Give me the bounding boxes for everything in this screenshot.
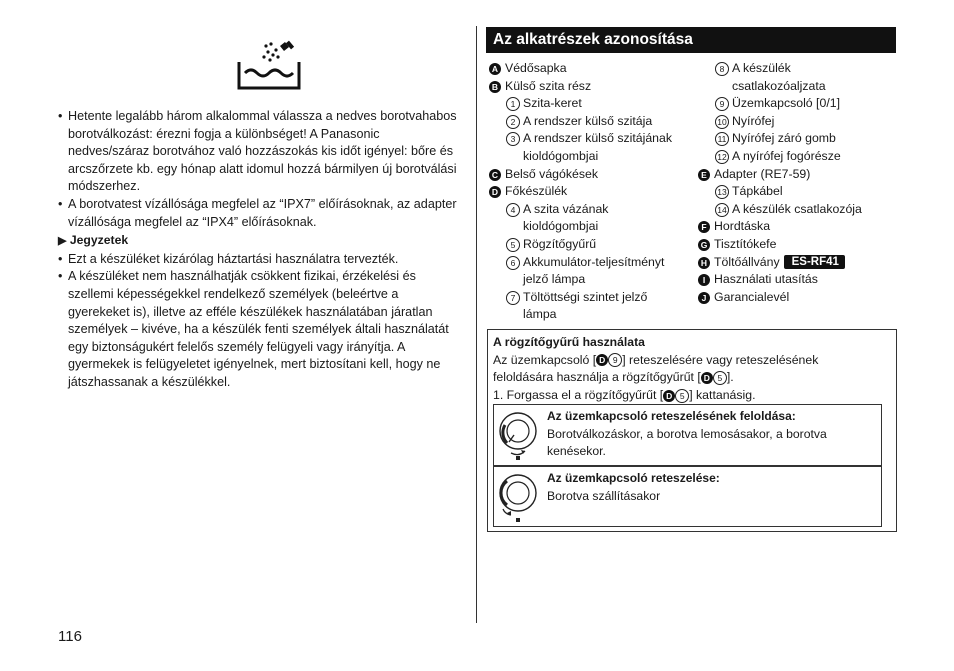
part-number-marker: 9 xyxy=(715,97,729,111)
model-badge: ES-RF41 xyxy=(784,255,845,269)
part-number-marker: 9 xyxy=(608,353,622,367)
part-number-marker: 5 xyxy=(675,389,689,403)
part-item xyxy=(487,166,702,184)
part-label: Belső vágókések xyxy=(505,166,598,181)
part-subitem xyxy=(696,148,896,166)
part-number-marker: 2 xyxy=(506,115,520,129)
part-number-marker: 1 xyxy=(506,97,520,111)
part-label: A szita vázának xyxy=(523,201,609,216)
notes-list xyxy=(58,251,458,392)
part-number-marker: 5 xyxy=(506,238,520,252)
part-item xyxy=(487,60,702,78)
text-segment: 1. Forgassa el a rögzítőgyűrűt [ xyxy=(493,387,664,402)
notes-bullet: • Ezt a készüléket kizárólag háztartási használatra tervezték. xyxy=(58,251,458,269)
part-label: Védősapka xyxy=(505,61,567,75)
part-subitem xyxy=(696,201,896,219)
part-label: Szita-keret xyxy=(523,96,582,111)
left-column xyxy=(58,108,458,392)
lock-box xyxy=(493,466,882,527)
lock-ring-line1 xyxy=(493,352,891,370)
part-letter-marker: G xyxy=(698,239,710,251)
part-label: Töltöttségi szintet jelző xyxy=(523,289,648,304)
part-label: Garancialevél xyxy=(714,289,790,304)
part-label: csatlakozóaljzata xyxy=(732,78,826,93)
part-label: Rögzítőgyűrű xyxy=(523,236,597,251)
part-number-marker: 7 xyxy=(506,291,520,305)
parts-list-col1 xyxy=(487,60,702,324)
part-letter-marker: J xyxy=(698,292,710,304)
part-letter-marker: D xyxy=(489,186,501,198)
wet-shave-icon xyxy=(236,40,302,92)
part-number-marker: 14 xyxy=(715,203,729,217)
notes-heading xyxy=(58,232,458,251)
intro-bullet: • Hetente legalább három alkalommal válassza a nedves borotvahabos borotválkozást: érezni fogja a különbséget! A Panasonic nedves/száraz borotvához való hozzászokás kis időt igényel: bőre és arcszőrzete kb. egy hónap alatt idomul hozzá bármilyen új borotválási módszerhez. xyxy=(58,108,458,196)
part-label: Nyírófej záró gomb xyxy=(732,131,836,146)
part-label: Használati utasítás xyxy=(714,272,818,287)
part-number-marker: 12 xyxy=(715,150,729,164)
part-subitem xyxy=(487,289,702,307)
part-letter-marker: F xyxy=(698,221,710,233)
part-number-marker: 13 xyxy=(715,185,729,199)
part-label: A nyírófej fogórésze xyxy=(732,148,841,163)
part-label: A készülék csatlakozója xyxy=(732,201,862,216)
unlock-title: Az üzemkapcsoló reteszelésének feloldása: xyxy=(547,409,796,423)
parts-list-col2 xyxy=(696,60,896,306)
part-subitem xyxy=(487,254,702,272)
part-label: kioldógombjai xyxy=(523,219,599,234)
part-item xyxy=(487,183,702,201)
part-subitem xyxy=(487,113,702,131)
text-segment: ] kattanásig. xyxy=(689,387,756,402)
part-label: Töltőállvány xyxy=(714,254,780,269)
part-label: A rendszer külső szitájának xyxy=(523,131,673,146)
notes-heading-label: Jegyzetek xyxy=(69,233,129,248)
part-number-marker: 10 xyxy=(715,115,729,129)
part-number-marker: 8 xyxy=(715,62,729,76)
intro-list xyxy=(58,108,458,231)
part-number-marker: 6 xyxy=(506,256,520,270)
part-label: Tisztítókefe xyxy=(714,236,777,251)
part-letter-marker: C xyxy=(489,169,501,181)
part-item xyxy=(696,271,896,289)
lock-ring-step xyxy=(493,387,891,405)
part-label: kioldógombjai xyxy=(523,148,599,163)
part-letter-marker: D xyxy=(663,390,675,402)
part-continuation xyxy=(696,78,896,96)
part-label: Hordtáska xyxy=(714,219,771,234)
part-number-marker: 4 xyxy=(506,203,520,217)
part-number-marker: 3 xyxy=(506,132,520,146)
part-label: Akkumulátor-teljesítményt xyxy=(523,254,665,269)
notes-bullet: • A készüléket nem használhatják csökkent fizikai, érzékelési és szellemi képességekkel rendelkező személyek (beleértve a gyerekeket is), illetve az efféle készülékek használatában járatlan személyek – kivéve, ha a készülék fenti személyek általi használatát egy biztonságukért felelős személy felügyeli vagy irányítja. A gyermekek is felügyeletet igényelnek, mert biztosítani kell, hogy ne játszhassanak a készülékkel. xyxy=(58,268,458,391)
part-letter-marker: B xyxy=(489,81,501,93)
part-continuation xyxy=(487,271,702,289)
part-label: Üzemkapcsoló [0/1] xyxy=(732,96,840,111)
part-item xyxy=(696,166,896,184)
lock-ring-title: A rögzítőgyűrű használata xyxy=(493,335,645,349)
part-subitem xyxy=(487,130,702,148)
unlock-box xyxy=(493,404,882,466)
part-label: Külső szita rész xyxy=(505,78,592,93)
text-segment: Az üzemkapcsoló [ xyxy=(493,352,597,367)
part-letter-marker: D xyxy=(701,372,713,384)
text-segment: ] reteszelésére vagy reteszelésének xyxy=(622,352,819,367)
part-continuation xyxy=(487,148,702,166)
part-item xyxy=(696,254,896,272)
part-label: jelző lámpa xyxy=(523,272,586,287)
part-subitem xyxy=(696,60,896,78)
part-label: Nyírófej xyxy=(732,113,775,128)
part-item xyxy=(696,218,896,236)
part-letter-marker: H xyxy=(698,257,710,269)
unlock-dial-icon xyxy=(497,409,539,461)
part-item xyxy=(696,289,896,307)
part-item xyxy=(696,236,896,254)
part-item xyxy=(487,78,702,96)
part-subitem xyxy=(696,130,896,148)
part-number-marker: 5 xyxy=(713,371,727,385)
part-subitem xyxy=(696,183,896,201)
lock-ring-box xyxy=(487,329,897,532)
intro-bullet: • A borotvatest vízállósága megfelel az “IPX7” előírásoknak, az adapter vízállósága megfelel az “IPX4” előírásoknak. xyxy=(58,196,458,231)
part-letter-marker: D xyxy=(596,354,608,366)
part-label: Adapter (RE7-59) xyxy=(714,166,811,181)
part-continuation xyxy=(487,218,702,236)
page-number: 116 xyxy=(58,628,82,645)
lock-dial-icon xyxy=(497,471,539,523)
part-label: A készülék xyxy=(732,61,791,75)
part-letter-marker: A xyxy=(489,63,501,75)
part-number-marker: 11 xyxy=(715,132,729,146)
part-subitem xyxy=(487,236,702,254)
section-title: Az alkatrészek azonosítása xyxy=(486,27,896,53)
part-letter-marker: E xyxy=(698,169,710,181)
part-label: Főkészülék xyxy=(505,184,568,199)
text-segment: feloldására használja a rögzítőgyűrűt [ xyxy=(493,370,701,385)
part-label: A rendszer külső szitája xyxy=(523,113,653,128)
part-letter-marker: I xyxy=(698,274,710,286)
part-continuation xyxy=(487,306,702,324)
lock-text: Borotva szállításakor xyxy=(547,488,661,503)
part-subitem xyxy=(487,95,702,113)
triangle-right-icon: ▶ xyxy=(58,235,67,248)
part-subitem xyxy=(696,113,896,131)
lock-title: Az üzemkapcsoló reteszelése: xyxy=(547,471,720,485)
unlock-text: Borotválkozáskor, a borotva lemosásakor, a borotva kenésekor. xyxy=(547,426,827,459)
column-divider xyxy=(476,26,477,623)
part-subitem xyxy=(696,95,896,113)
part-label: Tápkábel xyxy=(732,184,783,199)
lock-ring-line2 xyxy=(493,369,891,387)
part-subitem xyxy=(487,201,702,219)
part-label: lámpa xyxy=(523,307,557,322)
text-segment: ]. xyxy=(726,370,734,385)
